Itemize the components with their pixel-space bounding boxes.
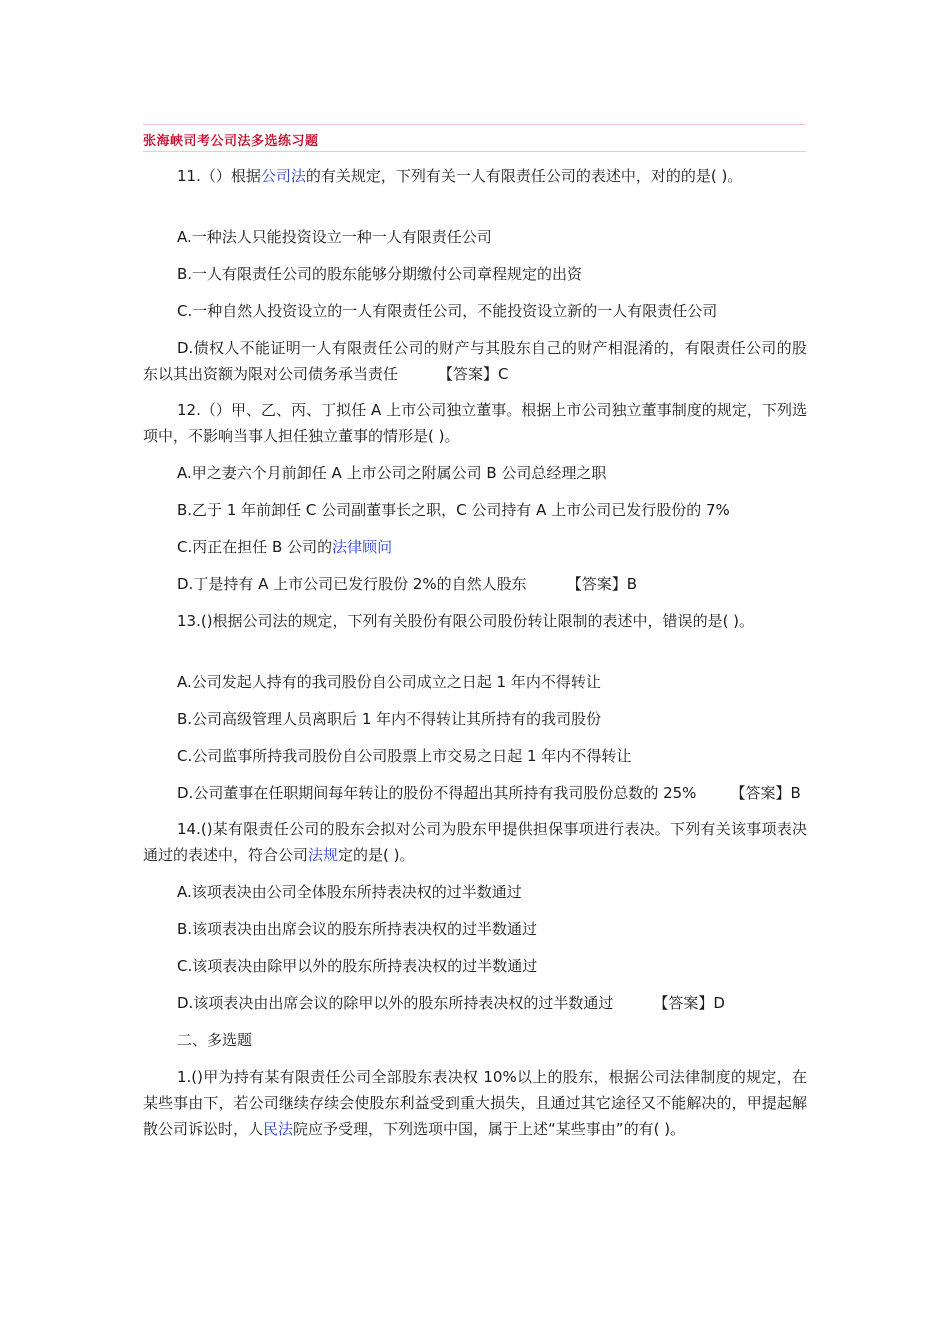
- question-11-option-d: D.债权人不能证明一人有限责任公司的财产与其股东自己的财产相混淆的，有限责任公司的股东以其出资额为限对公司债务承当责任 【答案】C: [143, 339, 807, 383]
- question-11-stem: 11.（）根据公司法的有关规定，下列有关一人有限责任公司的表述中，对的的是( )。: [177, 167, 743, 185]
- link-civil-law[interactable]: 民法: [263, 1120, 294, 1138]
- question-13-answer: 【答案】B: [730, 784, 801, 802]
- section-title: 二、多选题: [177, 1031, 253, 1049]
- question-12-option-c: C.丙正在担任 B 公司的法律顾问: [177, 538, 393, 556]
- question-13-option-b: B.公司高级管理人员离职后 1 年内不得转让其所持有的我司股份: [177, 710, 602, 728]
- question-12-option-b: B.乙于 1 年前卸任 C 公司副董事长之职，C 公司持有 A 上市公司已发行股份的 7%: [177, 501, 730, 519]
- question-14-stem: 14.()某有限责任公司的股东会拟对公司为股东甲提供担保事项进行表决。下列有关该事项表决通过的表述中，符合公司法规定的是( )。: [143, 820, 807, 864]
- question-12-option-a: A.甲之妻六个月前卸任 A 上市公司之附属公司 B 公司总经理之职: [177, 464, 607, 482]
- question-13-option-c: C.公司监事所持我司股份自公司股票上市交易之日起 1 年内不得转让: [177, 747, 632, 765]
- link-legal-counsel[interactable]: 法律顾问: [332, 538, 393, 556]
- question-14-option-d: D.该项表决由出席会议的除甲以外的股东所持表决权的过半数通过 【答案】D: [177, 994, 725, 1012]
- question-11-option-a: A.一种法人只能投资设立一种一人有限责任公司: [177, 228, 492, 246]
- question-13-option-a: A.公司发起人持有的我司股份自公司成立之日起 1 年内不得转让: [177, 673, 601, 691]
- question-12-answer: 【答案】B: [566, 575, 637, 593]
- document-body: [143, 163, 807, 1142]
- question-14-answer: 【答案】D: [653, 994, 725, 1012]
- question-14-option-b: B.该项表决由出席会议的股东所持表决权的过半数通过: [177, 920, 538, 938]
- link-regulations[interactable]: 法规: [308, 846, 339, 864]
- question-11-option-c: C.一种自然人投资设立的一人有限责任公司，不能投资设立新的一人有限责任公司: [177, 302, 718, 320]
- header-title: 张海峡司考公司法多选练习题: [143, 134, 319, 149]
- question-14-option-c: C.该项表决由除甲以外的股东所持表决权的过半数通过: [177, 957, 538, 975]
- question-14-option-a: A.该项表决由公司全体股东所持表决权的过半数通过: [177, 883, 522, 901]
- question-12-stem: 12.（）甲、乙、丙、丁拟任 A 上市公司独立董事。根据上市公司独立董事制度的规定，下列选项中，不影响当事人担任独立董事的情形是( )。: [143, 401, 807, 445]
- link-company-law[interactable]: 公司法: [260, 167, 306, 185]
- page-header: [143, 124, 806, 152]
- question-11-answer: 【答案】C: [438, 365, 509, 383]
- question-11-option-b: B.一人有限责任公司的股东能够分期缴付公司章程规定的出资: [177, 265, 583, 283]
- question-13-stem: 13.()根据公司法的规定，下列有关股份有限公司股份转让限制的表述中，错误的是( )。: [177, 612, 755, 630]
- multi-question-1-stem: 1.()甲为持有某有限责任公司全部股东表决权 10%以上的股东，根据公司法律制度的规定，在某些事由下，若公司继续存续会使股东利益受到重大损失，且通过其它途径又不能解决的，甲提起解散公司诉讼时，人民法院应予受理，下列选项中国，属于上述“某些事由”的有( )。: [143, 1068, 807, 1138]
- question-13-option-d: D.公司董事在任职期间每年转让的股份不得超出其所持有我司股份总数的 25% 【答案】B: [177, 784, 801, 802]
- question-12-option-d: D.丁是持有 A 上市公司已发行股份 2%的自然人股东 【答案】B: [177, 575, 637, 593]
